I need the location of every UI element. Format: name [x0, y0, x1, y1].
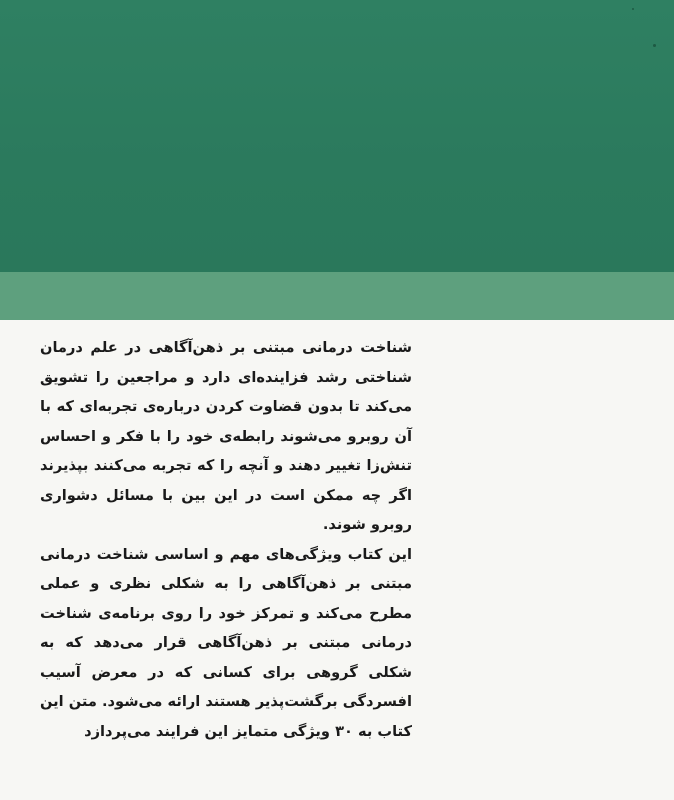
blurb-paragraph-2: این کتاب ویژگی‌های مهم و اساسی شناخت درمانی مبتنی بر ذهن‌آگاهی را به شکلی نظری و عملی مطرح می‌کند و تمرکز خود را روی برنامه‌ی شناخت درمانی مبتنی بر ذهن‌آگاهی قرار می‌دهد که به شکلی گروهی برای کسانی که در معرض آسیب افسردگی برگشت‌پذیر هستند ارائه می‌شود. متن این کتاب به ۳۰ ویژگی متمایز این فرایند می‌پردازد: [40, 545, 412, 740]
print-speck: [632, 8, 634, 10]
print-speck: [653, 44, 656, 47]
cover-color-band: [0, 0, 674, 272]
back-cover-blurb: [40, 333, 412, 746]
blurb-paragraph-1: شناخت درمانی مبتنی بر ذهن‌آگاهی در علم درمان شناختی رشد فزاینده‌ای دارد و مراجعین را تشویق می‌کند تا بدون قضاوت کردن درباره‌ی تجربه‌ای که با آن روبرو می‌شوند رابطه‌ی خود را با فکر و احساس تنش‌زا تغییر دهند و آنچه را که تجربه می‌کنند بپذیرند اگر چه ممکن است در این بین با مسائل دشواری روبرو شوند.: [40, 339, 412, 533]
cover-accent-stripe: [0, 272, 674, 320]
